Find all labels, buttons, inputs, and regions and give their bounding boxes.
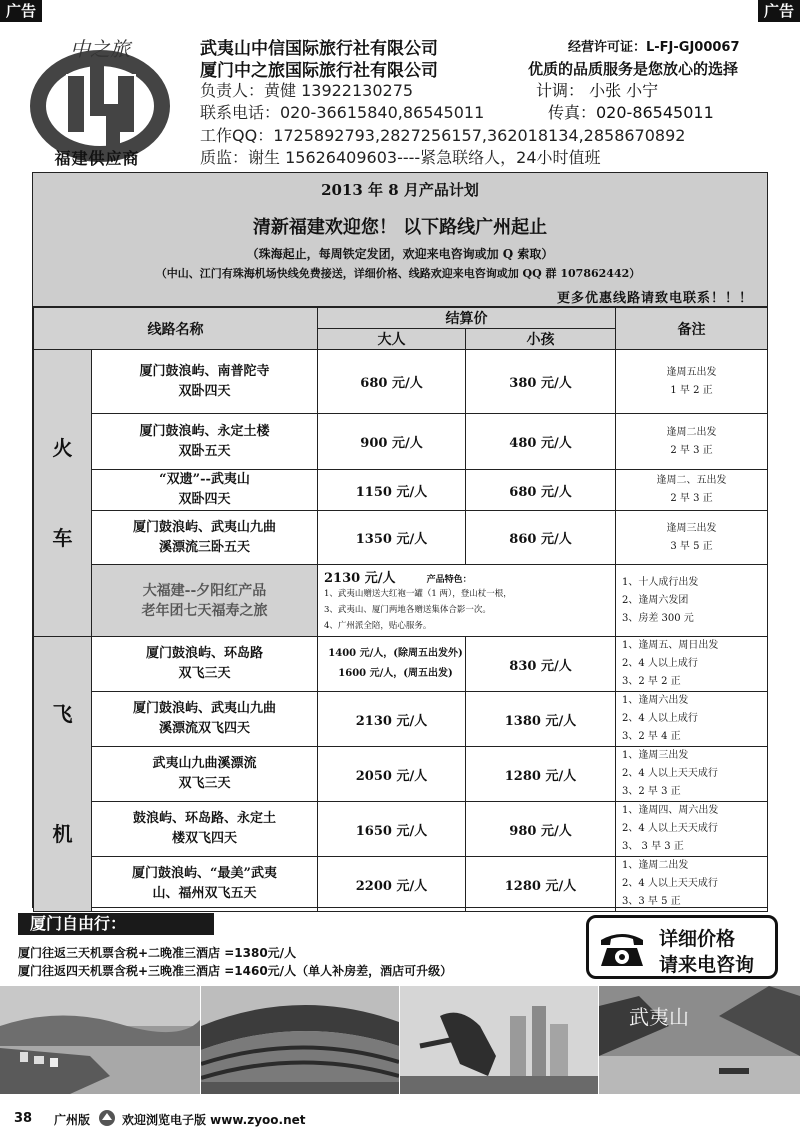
- plan-more-routes: 更多优惠线路请致电联系！！！: [556, 291, 753, 306]
- slogan: 优质的品质服务是您放心的选择: [528, 60, 739, 78]
- table-row: [34, 747, 768, 802]
- plan-note-transfer: （中山、江门有珠海机场快线免费接送，详细价格、线路欢迎来电咨询或加 QQ 群 107862442）: [155, 267, 641, 280]
- special-features: [318, 565, 616, 637]
- call-text-price: 详细价格: [659, 928, 736, 950]
- route-table: [33, 307, 768, 912]
- route-note: 1、逢周二出发 2、4 人以上天天成行 3、3 早 5 正: [616, 857, 768, 912]
- feature-line: 3、武夷山、厦门两地各赠送集体合影一次。: [324, 605, 491, 615]
- ad-tag-right: 广告: [758, 0, 800, 22]
- table-row: [34, 637, 768, 692]
- price-child: 980 元/人: [466, 802, 616, 857]
- ad-tag-left: 广告: [0, 0, 42, 22]
- photo-tulou: [201, 986, 399, 1094]
- company-name-2: 厦门中之旅国际旅行社有限公司: [200, 61, 438, 81]
- quality-contact: 质监：谢生 15626409603----紧急联络人，24小时值班: [200, 148, 601, 167]
- route-note: 1、逢周六出发 2、4 人以上成行 3、2 早 4 正: [616, 692, 768, 747]
- route-name: 厦门鼓浪屿、武夷山九曲 溪漂流双飞四天: [92, 692, 318, 747]
- route-note: 1、十人成行出发 2、逢周六发团 3、房差 300 元: [616, 565, 768, 637]
- route-name: 武夷山九曲溪漂流 双飞三天: [92, 747, 318, 802]
- photo-gulangyu-coast: [0, 986, 200, 1094]
- category-plane-label: 飞机: [52, 702, 73, 846]
- price-child: 680 元/人: [466, 470, 616, 511]
- route-name: 厦门鼓浪屿、永定土楼 双卧五天: [92, 414, 318, 470]
- header-adult: 大人: [318, 329, 466, 350]
- price-child: 830 元/人: [466, 637, 616, 692]
- price-child: 1280 元/人: [466, 747, 616, 802]
- price-child: 1280 元/人: [466, 857, 616, 912]
- category-plane: [34, 637, 92, 912]
- call-consult-box: [586, 915, 778, 979]
- table-row: [34, 692, 768, 747]
- price-adult: 2130 元/人: [318, 692, 466, 747]
- free-travel-tag: 厦门自由行：: [18, 913, 214, 935]
- publication-logo-icon: [98, 1109, 116, 1127]
- dispatcher-contact: 计调： 小张 小宁: [536, 81, 659, 100]
- table-row: [34, 470, 768, 511]
- route-name: 厦门鼓浪屿、武夷山九曲 溪漂流三卧五天: [92, 511, 318, 565]
- page-number: 38: [14, 1111, 33, 1126]
- header-child: 小孩: [466, 329, 616, 350]
- route-name: 厦门鼓浪屿、环岛路 双飞三天: [92, 637, 318, 692]
- license-number: 经营许可证：L-FJ-GJ00067: [568, 40, 740, 55]
- route-note: 1、逢周五、周日出发 2、4 人以上成行 3、2 早 2 正: [616, 637, 768, 692]
- route-name: 厦门鼓浪屿、南普陀寺 双卧四天: [92, 350, 318, 414]
- price-child: 380 元/人: [466, 350, 616, 414]
- plan-title: 2013 年 8 月产品计划: [321, 181, 479, 199]
- price-adult: 2050 元/人: [318, 747, 466, 802]
- price-child: 860 元/人: [466, 511, 616, 565]
- route-name: 鼓浪屿、环岛路、永定土 楼双飞四天: [92, 802, 318, 857]
- special-price: 2130 元/人: [324, 571, 396, 586]
- header-route: 线路名称: [34, 308, 318, 350]
- price-child: 1380 元/人: [466, 692, 616, 747]
- header-note: 备注: [616, 308, 768, 350]
- free-travel-line-2: 厦门往返四天机票含税+三晚准三酒店 =1460元/人（单人补房差，酒店可升级）: [18, 964, 453, 978]
- price-adult: 1650 元/人: [318, 802, 466, 857]
- category-train: [34, 350, 92, 637]
- table-row: [34, 857, 768, 912]
- feature-title: 产品特色：: [426, 575, 472, 585]
- plan-banner: [33, 173, 767, 307]
- plan-headline: 清新福建欢迎您！ 以下路线广州起止: [252, 217, 548, 238]
- price-adult: 1400 元/人，(除周五出发外) 1600 元/人，(周五出发): [318, 637, 466, 692]
- route-note: 1、逢周三出发 2、4 人以上天天成行 3、2 早 3 正: [616, 747, 768, 802]
- table-row: [34, 511, 768, 565]
- photo-sculpture: [400, 986, 598, 1094]
- photo-wuyishan-label: 武夷山: [629, 1005, 689, 1029]
- price-adult: 680 元/人: [318, 350, 466, 414]
- free-travel-line-1: 厦门往返三天机票含税+二晚准三酒店 =1380元/人: [18, 946, 297, 960]
- feature-line: 1、武夷山赠送大红袍一罐（1 两），登山杖一根，: [324, 589, 512, 599]
- table-row: [34, 802, 768, 857]
- price-child: 480 元/人: [466, 414, 616, 470]
- route-note: 逢周二出发 2 早 3 正: [616, 414, 768, 470]
- header-settle: 结算价: [318, 308, 616, 329]
- product-plan-box: [32, 172, 768, 908]
- logo-text: 中之旅: [70, 37, 130, 61]
- call-text-consult: 请来电咨询: [659, 954, 755, 976]
- price-adult: 1150 元/人: [318, 470, 466, 511]
- route-name-special: 大福建--夕阳红产品 老年团七天福寿之旅: [92, 565, 318, 637]
- route-note: 逢周三出发 3 早 5 正: [616, 511, 768, 565]
- browse-link[interactable]: 欢迎浏览电子版 www.zyoo.net: [122, 1113, 306, 1127]
- phone-contact: 联系电话：020-36615840,86545011: [200, 103, 485, 122]
- category-train-label: 火车: [52, 436, 73, 550]
- route-note: 逢周五出发 1 早 2 正: [616, 350, 768, 414]
- company-name-1: 武夷山中信国际旅行社有限公司: [200, 39, 438, 59]
- plan-note-zhuhai: （珠海起止，每周铁定发团，欢迎来电咨询或加 Q 索取）: [246, 247, 554, 261]
- table-row: [34, 414, 768, 470]
- fax-contact: 传真：020-86545011: [548, 103, 714, 122]
- price-adult: 1350 元/人: [318, 511, 466, 565]
- price-adult: 900 元/人: [318, 414, 466, 470]
- price-adult: 2200 元/人: [318, 857, 466, 912]
- feature-line: 4、广州派全陪，贴心服务。: [324, 621, 432, 631]
- table-row: [34, 350, 768, 414]
- table-row: [34, 565, 768, 637]
- qq-contact: 工作QQ：1725892793,2827256157,362018134,2858670892: [200, 126, 686, 145]
- page-footer: [0, 1108, 800, 1130]
- edition-label: 广州版: [54, 1113, 91, 1127]
- route-name: 厦门鼓浪屿、“最美”武夷 山、福州双飞五天: [92, 857, 318, 912]
- route-name: “双遗”--武夷山 双卧四天: [92, 470, 318, 511]
- company-logo: [20, 34, 180, 164]
- photo-wuyishan: [599, 986, 800, 1094]
- telephone-icon: [597, 926, 647, 970]
- manager-contact: 负责人：黄健 13922130275: [200, 81, 414, 100]
- logo-caption: 福建供应商: [54, 149, 140, 168]
- route-note: 逢周二、五出发 2 早 3 正: [616, 470, 768, 511]
- route-note: 1、逢周四、周六出发 2、4 人以上天天成行 3、 3 早 3 正: [616, 802, 768, 857]
